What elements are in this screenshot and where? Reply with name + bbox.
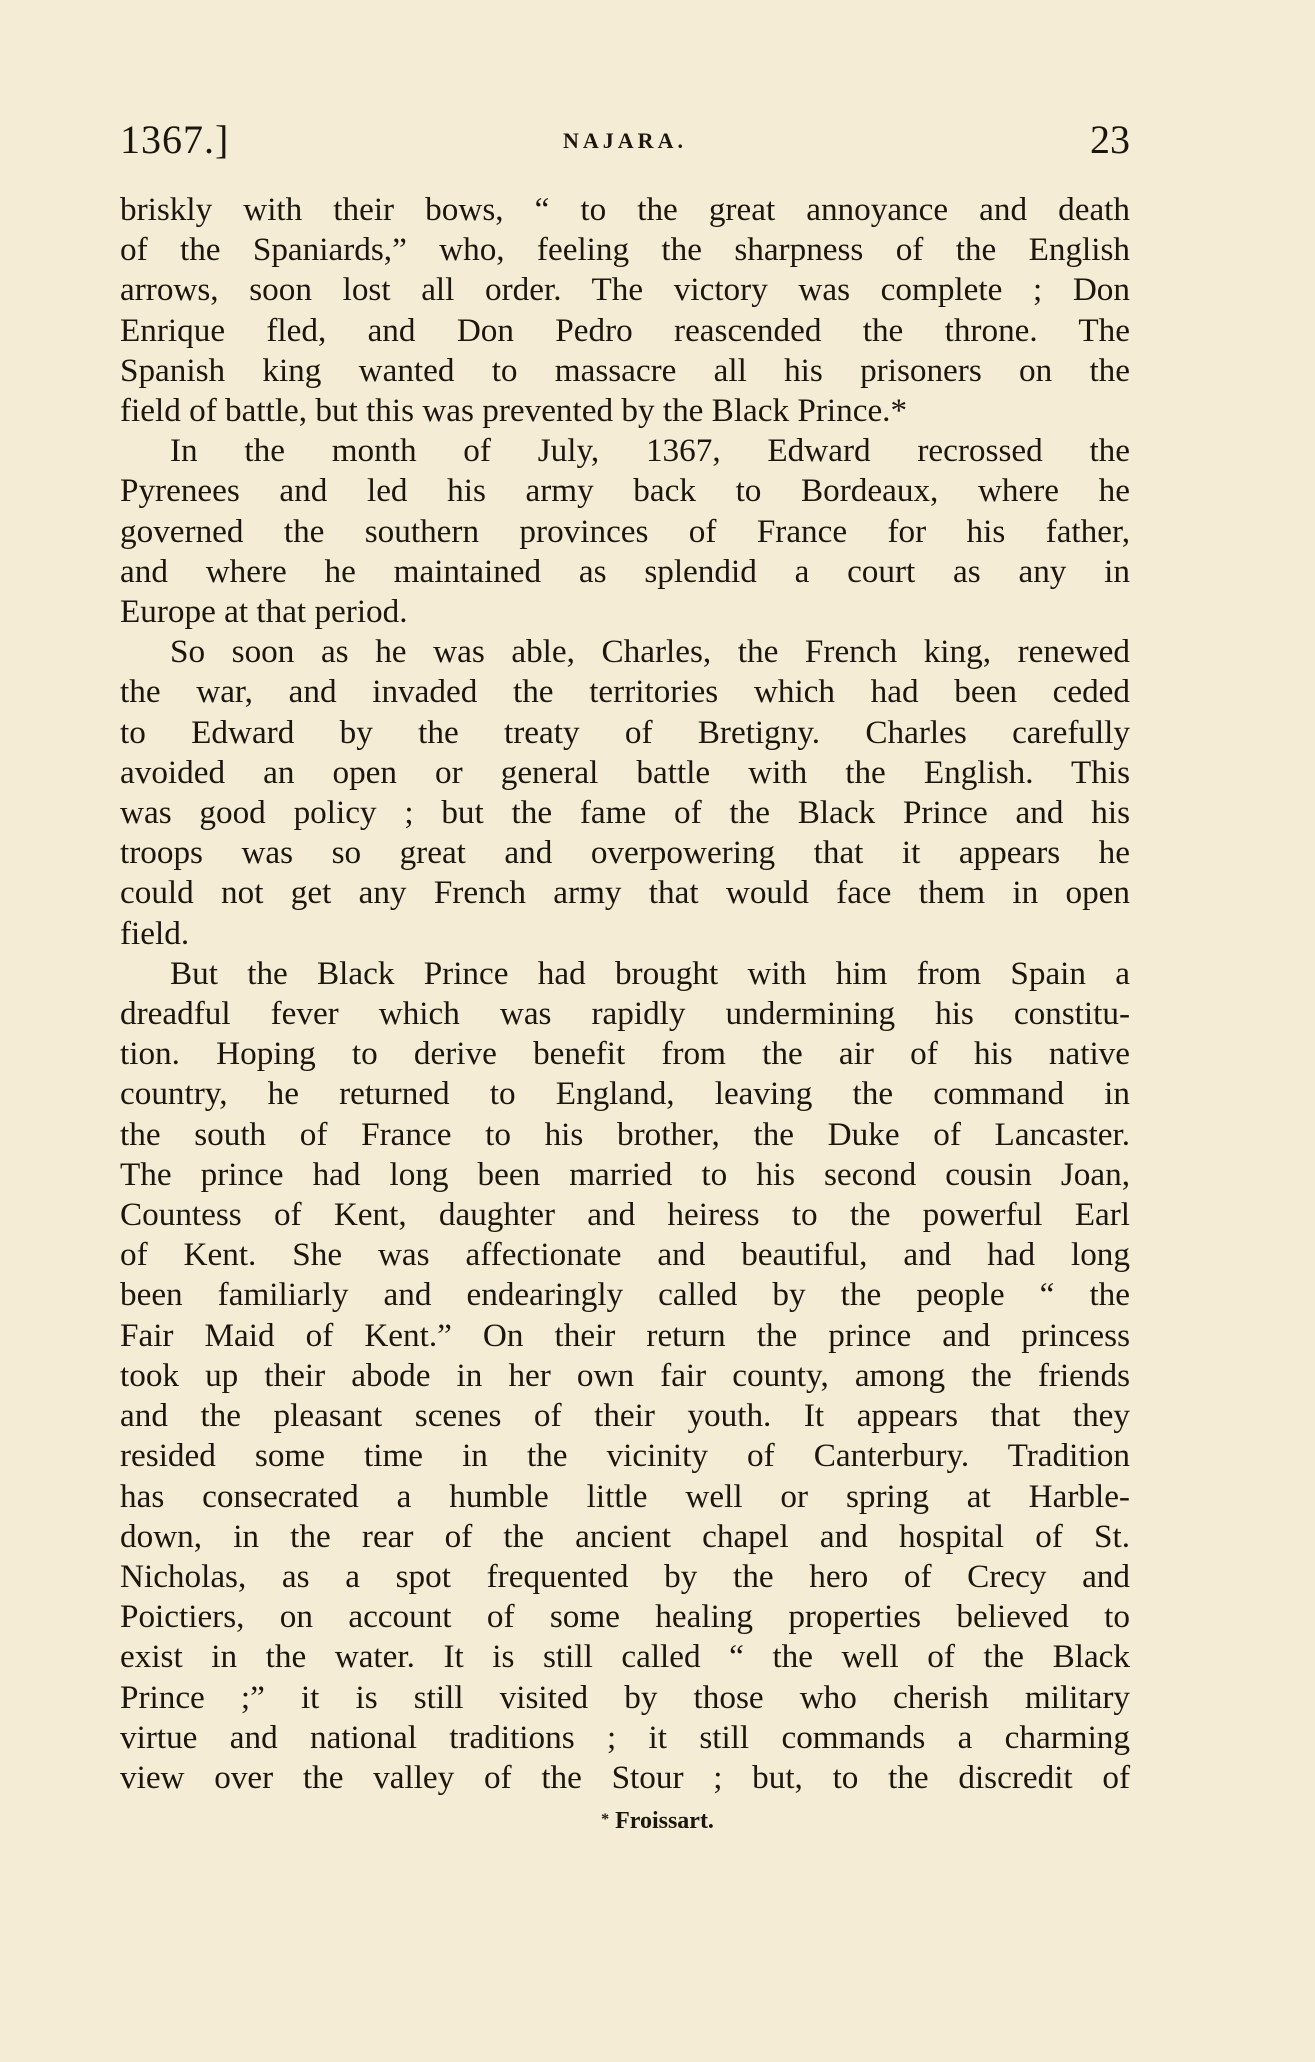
text-line: briskly with their bows, “ to the great annoyance and death bbox=[120, 191, 1130, 228]
footnote-mark: * bbox=[601, 1811, 610, 1828]
text-line: view over the valley of the Stour ; but, to the discredit of bbox=[120, 1758, 1130, 1796]
text-line: Europe at that period. bbox=[120, 593, 408, 631]
text-line: resided some time in the vicinity of Canterbury. Tradition bbox=[120, 1437, 1130, 1475]
text-line: exist in the water. It is still called “ the well of the Black bbox=[120, 1638, 1130, 1676]
text-line: and the pleasant scenes of their youth. It appears that they bbox=[120, 1397, 1130, 1435]
text-line: field. bbox=[120, 914, 190, 952]
text-line: tion. Hoping to derive benefit from the air of his native bbox=[120, 1035, 1130, 1073]
text-line: has consecrated a humble little well or spring at Harble- bbox=[120, 1477, 1130, 1515]
text-line: the war, and invaded the territories which had been ceded bbox=[120, 673, 1130, 711]
running-header bbox=[120, 116, 1130, 166]
text-line: took up their abode in her own fair county, among the friends bbox=[120, 1356, 1130, 1394]
text-line: down, in the rear of the ancient chapel and hospital of St. bbox=[120, 1517, 1130, 1555]
text-line: to Edward by the treaty of Bretigny. Charles carefully bbox=[120, 713, 1130, 751]
page-number: 23 bbox=[1090, 117, 1130, 162]
header-title: NAJARA. bbox=[563, 128, 687, 153]
text-line: In the month of July, 1367, Edward recrossed the bbox=[170, 432, 1130, 470]
text-line: of the Spaniards,” who, feeling the sharpness of the English bbox=[120, 231, 1130, 269]
text-line: dreadful fever which was rapidly undermining his constitu- bbox=[120, 995, 1130, 1033]
text-line: Enrique fled, and Don Pedro reascended the throne. The bbox=[120, 311, 1130, 349]
text-line: Spanish king wanted to massacre all his prisoners on the bbox=[120, 351, 1130, 389]
text-line: been familiarly and endearingly called by the people “ the bbox=[120, 1276, 1130, 1314]
text-line: Fair Maid of Kent.” On their return the prince and princess bbox=[120, 1316, 1130, 1354]
text-line: country, he returned to England, leaving the command in bbox=[120, 1075, 1130, 1113]
text-line: Prince ;” it is still visited by those who cherish military bbox=[120, 1678, 1130, 1716]
text-line: Nicholas, as a spot frequented by the hero of Crecy and bbox=[120, 1557, 1130, 1595]
text-line: the south of France to his brother, the Duke of Lancaster. bbox=[120, 1115, 1130, 1153]
text-line: field of battle, but this was prevented by the Black Prince.* bbox=[120, 392, 908, 430]
text-line: Pyrenees and led his army back to Bordeaux, where he bbox=[120, 472, 1130, 510]
footnote bbox=[0, 1808, 1315, 1835]
text-line: of Kent. She was affectionate and beautiful, and had long bbox=[120, 1236, 1130, 1274]
footnote-text: Froissart. bbox=[615, 1808, 714, 1834]
text-line: was good policy ; but the fame of the Black Prince and his bbox=[120, 794, 1130, 832]
text-line: The prince had long been married to his second cousin Joan, bbox=[120, 1155, 1130, 1193]
text-line: But the Black Prince had brought with him from Spain a bbox=[170, 954, 1130, 992]
text-line: virtue and national traditions ; it still commands a charming bbox=[120, 1718, 1130, 1756]
text-line: Poictiers, on account of some healing properties believed to bbox=[120, 1598, 1130, 1636]
text-line: arrows, soon lost all order. The victory was complete ; Don bbox=[120, 271, 1130, 309]
text-line: and where he maintained as splendid a court as any in bbox=[120, 552, 1130, 590]
text-line: troops was so great and overpowering that it appears he bbox=[120, 834, 1130, 872]
text-line: So soon as he was able, Charles, the French king, renewed bbox=[170, 633, 1130, 671]
text-line: Countess of Kent, daughter and heiress to the powerful Earl bbox=[120, 1196, 1130, 1234]
body-text bbox=[120, 190, 1130, 1798]
text-line: avoided an open or general battle with the English. This bbox=[120, 753, 1130, 791]
header-year: 1367.] bbox=[120, 117, 230, 162]
text-line: could not get any French army that would face them in open bbox=[120, 874, 1130, 912]
text-line: governed the southern provinces of France for his father, bbox=[120, 512, 1130, 550]
